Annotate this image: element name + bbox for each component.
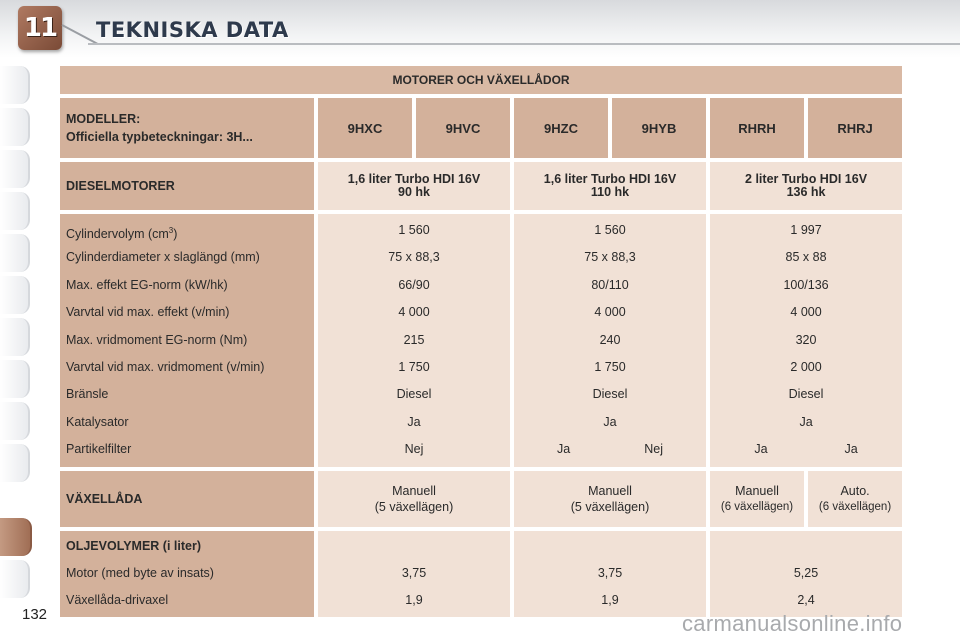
- spec-value-split: [716, 436, 896, 463]
- specs-row: [60, 214, 902, 467]
- spec-value: 320: [795, 332, 817, 347]
- engine-power: 136 hk: [786, 185, 826, 199]
- oil-values-engine-2: [514, 531, 706, 617]
- chapter-tab-1[interactable]: [0, 66, 30, 104]
- gearbox-value: Manuell (6 växellägen): [710, 471, 804, 527]
- spec-value: 66/90: [398, 277, 430, 292]
- watermark: carmanualsonline.info: [682, 611, 903, 636]
- gearbox-value: Manuell (5 växellägen): [318, 471, 510, 527]
- spec-value: 1 560: [398, 223, 430, 237]
- oil-value: 1,9: [405, 593, 423, 608]
- engine-gearbox-table: [56, 62, 906, 621]
- spec-value: 215: [403, 332, 425, 347]
- spec-value: 240: [599, 332, 621, 347]
- oil-engine-label: Motor (med byte av insats): [66, 565, 214, 580]
- gearbox-label: VÄXELLÅDA: [60, 471, 314, 527]
- spec-value: 1 750: [398, 359, 430, 374]
- spec-value: Diesel: [788, 387, 824, 402]
- spec-label-rpm-torque: Varvtal vid max. vridmoment (v/min): [66, 359, 265, 374]
- spec-value: 75 x 88,3: [388, 250, 440, 265]
- model-code: RHRJ: [808, 98, 902, 158]
- spec-values-engine-3: [710, 214, 902, 467]
- model-code: 9HYB: [612, 98, 706, 158]
- spec-label-particle-filter: Partikelfilter: [66, 442, 132, 457]
- oil-values-engine-1: [318, 531, 510, 617]
- table-title-row: [60, 66, 902, 94]
- model-code: 9HZC: [514, 98, 608, 158]
- model-code: RHRH: [710, 98, 804, 158]
- oil-value: 3,75: [401, 565, 427, 580]
- spec-values-engine-1: [318, 214, 510, 467]
- spec-values-engine-2: [514, 214, 706, 467]
- spec-label-fuel: Bränsle: [66, 387, 109, 402]
- spec-value-split: [520, 436, 700, 463]
- oil-label: OLJEVOLYMER (i liter): [66, 538, 201, 553]
- spec-value: Ja: [557, 442, 571, 457]
- spec-value: Nej: [644, 442, 663, 457]
- oil-value: 2,4: [797, 593, 815, 608]
- oil-labels: [60, 531, 314, 617]
- spec-value: Ja: [754, 442, 768, 457]
- oil-value: 1,9: [601, 593, 619, 608]
- chapter-tab-8[interactable]: [0, 360, 30, 398]
- spec-value: Ja: [603, 414, 617, 429]
- spec-value: 100/136: [783, 277, 829, 292]
- chapter-tab-11-active[interactable]: [0, 518, 32, 556]
- engine-power: 110 hk: [590, 185, 630, 199]
- gearbox-value: Auto. (6 växellägen): [808, 471, 902, 527]
- spec-label-max-torque: Max. vridmoment EG-norm (Nm): [66, 332, 248, 347]
- spec-value: 4 000: [594, 305, 626, 320]
- oil-value: 5,25: [793, 565, 819, 580]
- spec-label-bore-stroke: Cylinderdiameter x slaglängd (mm): [66, 250, 260, 265]
- engine-power: 90 hk: [398, 185, 430, 199]
- chapter-tab-4[interactable]: [0, 192, 30, 230]
- engine-name-line1: 2 liter Turbo HDI 16V: [745, 172, 868, 186]
- gearbox-row: [60, 471, 902, 527]
- spec-label-catalyst: Katalysator: [66, 414, 129, 429]
- spec-value: Nej: [404, 442, 424, 457]
- models-label-line1: MODELLER:: [66, 112, 141, 126]
- chapter-tab-7[interactable]: [0, 318, 30, 356]
- chapter-tab-9[interactable]: [0, 402, 30, 440]
- spec-value: 1 560: [594, 223, 626, 237]
- spec-value: 80/110: [591, 277, 629, 292]
- diesel-label: DIESELMOTORER: [60, 162, 314, 210]
- oil-values-engine-3: [710, 531, 902, 617]
- engine-name: [514, 162, 706, 210]
- models-label: [60, 98, 314, 158]
- header-divider: [88, 43, 960, 45]
- spec-value: 4 000: [790, 305, 822, 320]
- chapter-tab-2[interactable]: [0, 108, 30, 146]
- spec-label-max-power: Max. effekt EG-norm (kW/hk): [66, 277, 228, 292]
- engine-name-line1: 1,6 liter Turbo HDI 16V: [347, 172, 481, 186]
- chapter-tab-3[interactable]: [0, 150, 30, 188]
- page-title: TEKNISKA DATA: [96, 18, 289, 42]
- diesel-engines-row: [60, 162, 902, 210]
- oil-gearbox-label: Växellåda-drivaxel: [66, 593, 169, 608]
- table-title: MOTORER OCH VÄXELLÅDOR: [60, 66, 902, 94]
- chapter-tab-5[interactable]: [0, 234, 30, 272]
- gearbox-value: Manuell (5 växellägen): [514, 471, 706, 527]
- spec-value: Diesel: [396, 387, 432, 402]
- engine-name-line1: 1,6 liter Turbo HDI 16V: [543, 172, 677, 186]
- spec-label-rpm-power: Varvtal vid max. effekt (v/min): [66, 305, 230, 320]
- models-row: [60, 98, 902, 158]
- spec-value: 1 997: [790, 223, 822, 237]
- oil-volumes-row: [60, 531, 902, 617]
- spec-value: Ja: [407, 414, 421, 429]
- page-number: 132: [22, 606, 48, 623]
- chapter-tab-6[interactable]: [0, 276, 30, 314]
- spec-value: Ja: [844, 442, 858, 457]
- model-code: 9HXC: [318, 98, 412, 158]
- spec-value: 85 x 88: [785, 250, 827, 265]
- spec-value: 4 000: [398, 305, 430, 320]
- spec-value: 1 750: [594, 359, 626, 374]
- model-code: 9HVC: [416, 98, 510, 158]
- chapter-tab-10[interactable]: [0, 444, 30, 482]
- oil-value: 3,75: [597, 565, 623, 580]
- spec-label-cyl-volume: Cylindervolym $(cm^3)$: [66, 226, 178, 242]
- spec-value: Diesel: [592, 387, 628, 402]
- spec-labels: [60, 214, 314, 467]
- engine-name: [318, 162, 510, 210]
- spec-value: 2 000: [790, 359, 822, 374]
- engine-name: [710, 162, 902, 210]
- spec-value: Ja: [799, 414, 813, 429]
- chapter-badge: 11: [18, 6, 62, 50]
- chapter-tab-12[interactable]: [0, 560, 30, 598]
- spec-value: 75 x 88,3: [584, 250, 636, 265]
- models-label-line2: Officiella typbeteckningar: 3H...: [66, 130, 253, 144]
